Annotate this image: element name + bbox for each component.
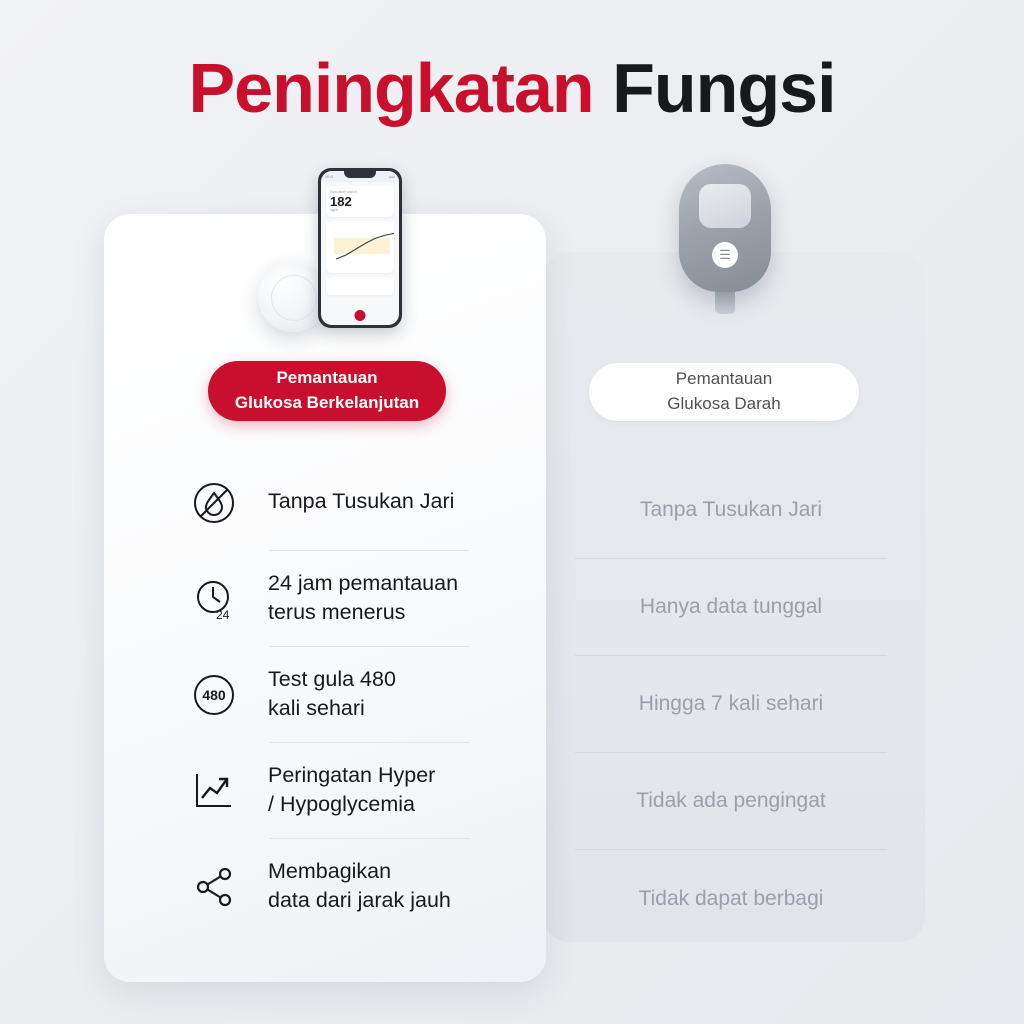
- left-badge-line1: Pemantauan: [276, 368, 378, 388]
- count-480-icon: [186, 672, 242, 718]
- right-feature-item: Tanpa Tusukan Jari: [575, 462, 887, 559]
- phone-summary-card: [326, 277, 394, 295]
- svg-text:24: 24: [216, 607, 230, 621]
- right-feature-item: Hingga 7 kali sehari: [575, 656, 887, 753]
- left-feature-text: [268, 569, 458, 628]
- right-badge-line2: Glukosa Darah: [667, 394, 781, 413]
- phone-screen: [321, 171, 399, 325]
- phone-illustration: [318, 168, 402, 328]
- left-feature-item: [186, 839, 522, 934]
- right-badge: [589, 363, 859, 421]
- alert-chart-icon: [186, 768, 242, 814]
- phone-trend-line-icon: [326, 221, 394, 273]
- right-feature-item: Tidak dapat berbagi: [638, 886, 824, 910]
- left-badge: [208, 361, 446, 421]
- meter-screen: [699, 184, 751, 228]
- left-feature-text: [268, 857, 451, 916]
- phone-status-time: 09:41: [325, 174, 334, 179]
- phone-notch: [344, 171, 376, 178]
- left-feature-line1: Tanpa Tusukan Jari: [268, 489, 455, 514]
- right-badge-line1: Pemantauan: [675, 369, 773, 389]
- left-feature-line1: Peringatan Hyper: [268, 762, 436, 787]
- svg-text:480: 480: [202, 686, 226, 703]
- left-feature-text: [268, 761, 435, 820]
- meter-power-button-icon: ☰: [712, 242, 738, 268]
- left-feature-item: [186, 743, 522, 838]
- phone-reading-card: [326, 186, 394, 217]
- left-feature-line1: Membagikan: [268, 858, 392, 883]
- left-feature-line2: kali sehari: [268, 695, 365, 720]
- left-feature-text: [268, 665, 396, 724]
- share-icon: [186, 864, 242, 910]
- phone-reading-value: 182: [330, 194, 352, 209]
- right-feature-item: Tidak ada pengingat: [575, 753, 887, 850]
- left-feature-item: [186, 551, 522, 646]
- left-feature-line2: terus menerus: [268, 599, 406, 624]
- left-feature-item: [186, 647, 522, 742]
- page-title-rest: Fungsi: [612, 49, 836, 127]
- page-title-highlight: Peningkatan: [188, 49, 594, 127]
- right-feature-item: Hanya data tunggal: [575, 559, 887, 656]
- left-feature-line2: / Hypoglycemia: [268, 791, 415, 816]
- phone-status-icons: ●●●: [388, 174, 395, 179]
- clock-24-icon: [186, 577, 242, 621]
- left-feature-list: [186, 455, 522, 934]
- no-finger-prick-icon: [186, 481, 242, 525]
- left-badge-line2: Glukosa Berkelanjutan: [234, 393, 420, 412]
- right-feature-list: [575, 462, 887, 947]
- phone-reading-unit: mg/dL: [330, 208, 339, 212]
- phone-trend-graph: [326, 221, 394, 273]
- left-feature-line2: data dari jarak jauh: [268, 887, 451, 912]
- meter-body: [679, 164, 771, 292]
- left-feature-line1: 24 jam pemantauan: [268, 570, 459, 595]
- left-feature-line1: Test gula 480: [268, 666, 396, 691]
- page-title: [0, 48, 1024, 128]
- left-feature-text: [268, 487, 454, 518]
- glucose-meter-illustration: [679, 164, 771, 324]
- phone-record-button: [355, 310, 366, 321]
- phone-reading-label: Gula darah saat ini: [330, 190, 357, 194]
- left-feature-item: [186, 455, 522, 550]
